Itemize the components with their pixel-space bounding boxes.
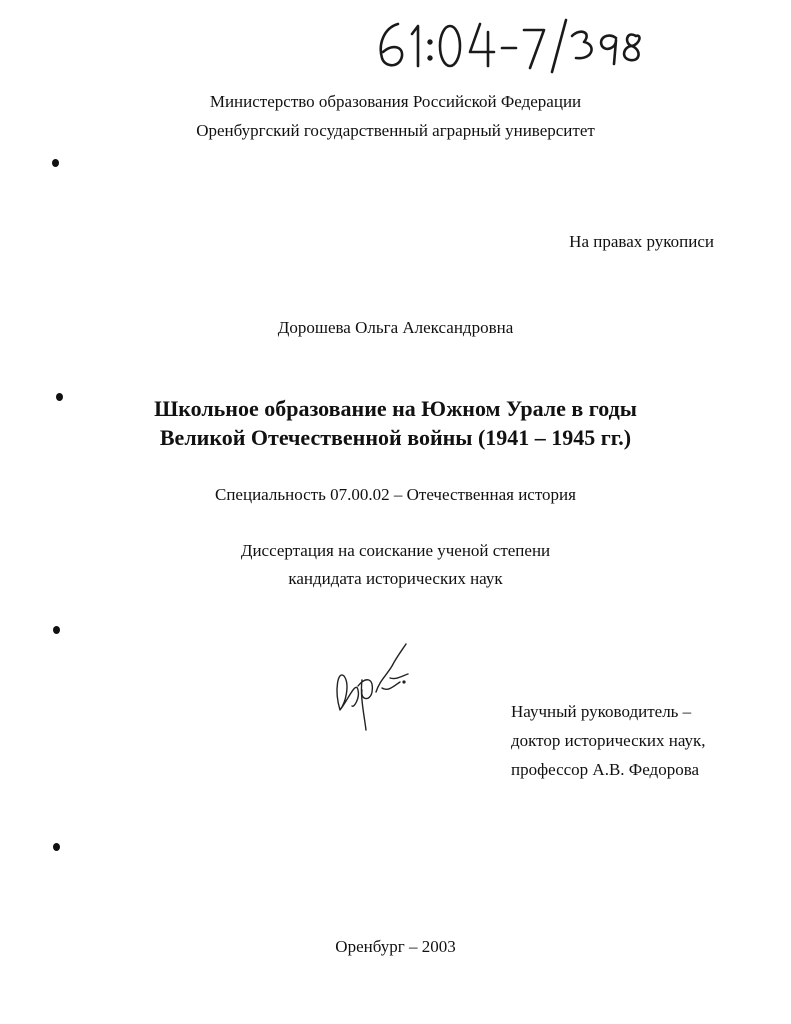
manuscript-rights: На правах рукописи <box>569 232 714 251</box>
scan-mark <box>56 393 63 401</box>
supervisor-label: Научный руководитель – <box>511 702 692 721</box>
dissertation-title-line-2: Великой Отечественной войны (1941 – 1945 гг.) <box>159 425 632 450</box>
degree-line-1: Диссертация на соискание ученой степени <box>240 541 551 560</box>
supervisor-name: профессор А.В. Федорова <box>511 760 700 779</box>
specialty: Специальность 07.00.02 – Отечественная история <box>215 485 576 504</box>
degree-line-2: кандидата исторических наук <box>288 569 503 588</box>
handwritten-archive-code <box>370 14 650 74</box>
scan-mark <box>53 843 60 851</box>
dissertation-title-line-1: Школьное образование на Южном Урале в годы <box>154 396 637 421</box>
scan-mark <box>52 159 59 167</box>
city-year: Оренбург – 2003 <box>335 937 456 956</box>
ministry-name: Министерство образования Российской Федерации <box>209 92 582 111</box>
author-name: Дорошева Ольга Александровна <box>277 318 514 337</box>
scan-mark <box>53 626 60 634</box>
signature <box>330 640 420 735</box>
university-name: Оренбургский государственный аграрный университет <box>196 121 595 140</box>
supervisor-degree: доктор исторических наук, <box>511 731 706 750</box>
